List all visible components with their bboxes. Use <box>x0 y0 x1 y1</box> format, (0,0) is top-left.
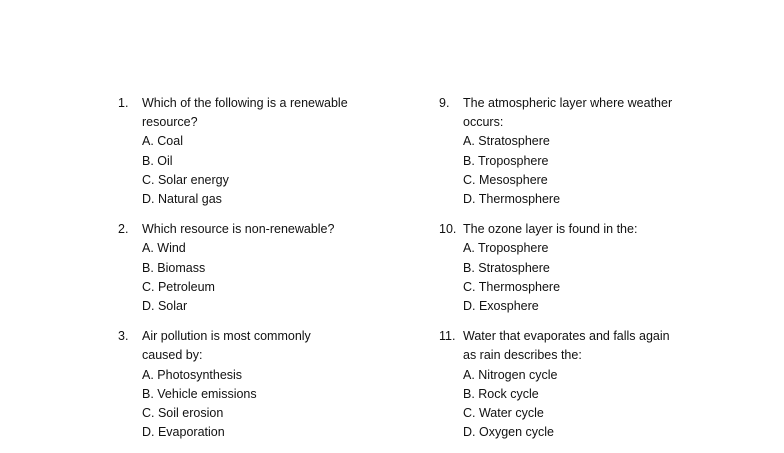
answer-option: A. Coal <box>142 134 183 149</box>
answer-option: D. Exosphere <box>463 299 539 314</box>
answer-option: B. Rock cycle <box>463 386 539 401</box>
answer-option: A. Stratosphere <box>463 134 550 149</box>
answer-option: C. Solar energy <box>142 172 229 187</box>
question-item <box>439 220 739 316</box>
question-text: Which resource is non-renewable? <box>142 222 335 237</box>
question-text: Air pollution is most commonly <box>142 329 311 344</box>
question-text: The atmospheric layer where weather <box>463 96 673 110</box>
right-question-column <box>439 94 739 453</box>
question-item <box>118 220 418 316</box>
answer-option: C. Mesosphere <box>463 172 548 187</box>
question-text: Water that evaporates and falls again <box>463 329 670 344</box>
answer-option: C. Petroleum <box>142 279 215 294</box>
answer-option: A. Nitrogen cycle <box>463 367 558 382</box>
question-number: 11. <box>439 329 456 344</box>
question-number: 9. <box>439 96 450 110</box>
answer-option: C. Soil erosion <box>142 406 224 421</box>
answer-option: B. Biomass <box>142 260 206 275</box>
question-text: occurs: <box>463 115 504 130</box>
answer-option: D. Evaporation <box>142 425 225 440</box>
answer-option: C. Thermosphere <box>463 279 561 294</box>
question-text: as rain describes the: <box>463 348 582 363</box>
question-text: caused by: <box>142 348 203 363</box>
question-text: Which of the following is a renewable <box>142 96 348 110</box>
answer-option: D. Solar <box>142 299 188 314</box>
question-number: 1. <box>118 96 129 110</box>
question-item <box>439 327 739 442</box>
answer-option: B. Vehicle emissions <box>142 386 257 401</box>
answer-option: A. Photosynthesis <box>142 367 243 382</box>
answer-option: B. Troposphere <box>463 153 549 168</box>
answer-option: D. Natural gas <box>142 192 222 207</box>
left-question-column <box>118 94 418 453</box>
answer-option: D. Thermosphere <box>463 192 561 207</box>
answer-option: D. Oxygen cycle <box>463 425 555 440</box>
answer-option: A. Troposphere <box>463 241 549 256</box>
question-item <box>439 94 739 209</box>
answer-option: B. Stratosphere <box>463 260 550 275</box>
question-text: The ozone layer is found in the: <box>463 222 638 237</box>
answer-option: A. Wind <box>142 241 186 256</box>
question-text: resource? <box>142 115 198 130</box>
question-number: 10. <box>439 222 457 237</box>
question-number: 2. <box>118 222 129 237</box>
question-item <box>118 327 418 442</box>
question-item <box>118 94 418 209</box>
answer-option: C. Water cycle <box>463 406 544 421</box>
answer-option: B. Oil <box>142 153 173 168</box>
question-number: 3. <box>118 329 129 344</box>
